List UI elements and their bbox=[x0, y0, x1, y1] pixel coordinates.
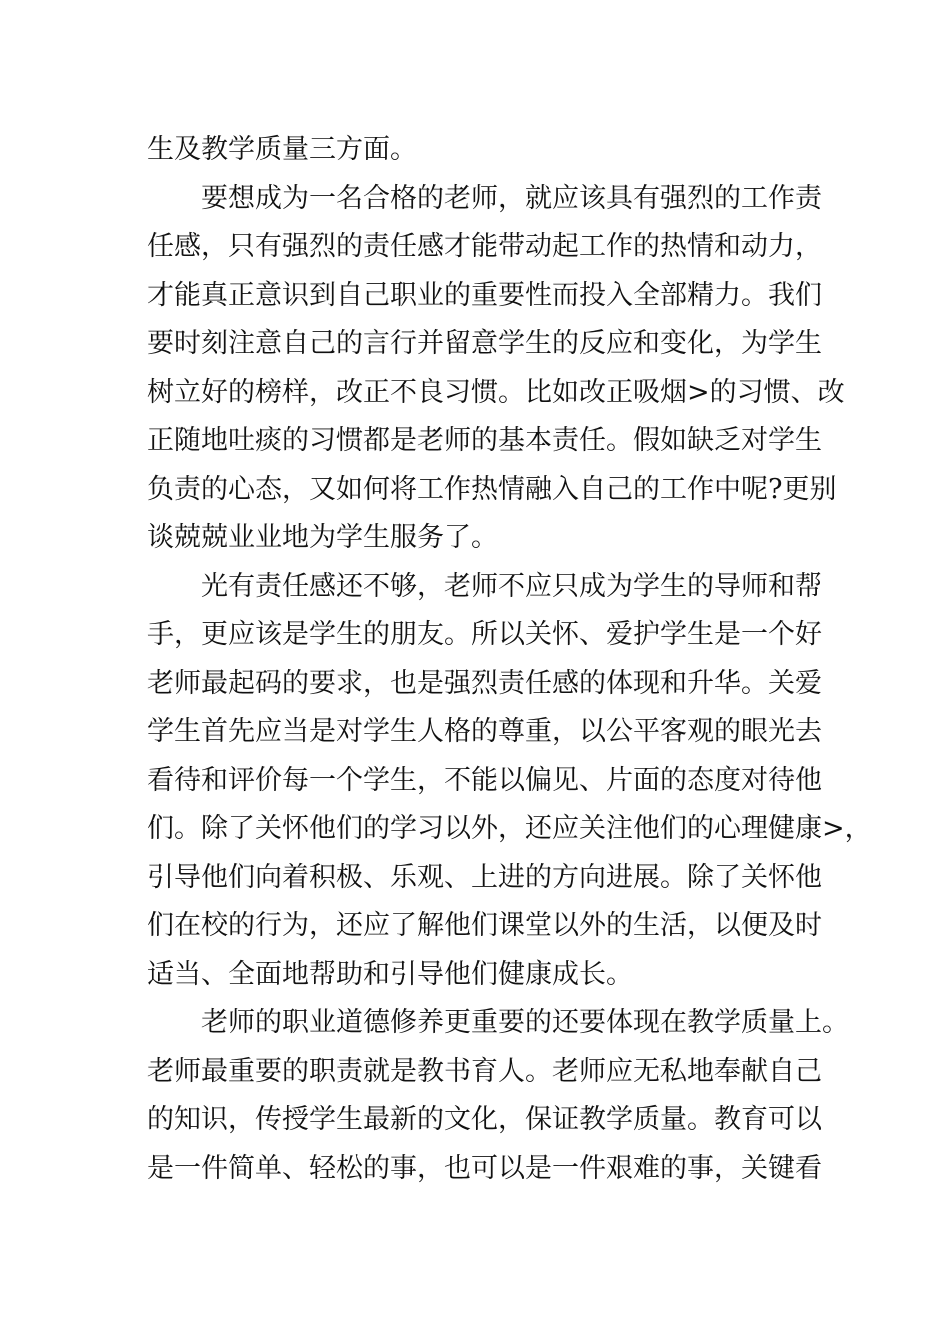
text-line: 正随地吐痰的习惯都是老师的基本责任。假如缺乏对学生 bbox=[147, 425, 822, 456]
text-line: 学生首先应当是对学生人格的尊重，以公平客观的眼光去 bbox=[147, 716, 822, 747]
text-line: 要想成为一名合格的老师，就应该具有强烈的工作责 bbox=[201, 182, 822, 214]
text-line: 谈兢兢业业地为学生服务了。 bbox=[147, 522, 498, 553]
text-line: 光有责任感还不够，老师不应只成为学生的导师和帮 bbox=[201, 570, 822, 602]
text-line: 是一件简单、轻松的事，也可以是一件艰难的事，关键看 bbox=[147, 1152, 822, 1184]
text-line: 看待和评价每一个学生，不能以偏见、片面的态度对待他 bbox=[147, 764, 822, 796]
text-line: 的知识，传授学生最新的文化，保证教学质量。教育可以 bbox=[147, 1104, 822, 1135]
text-line: 引导他们向着积极、乐观、上进的方向进展。除了关怀他 bbox=[147, 861, 822, 893]
text-line: 负责的心态，又如何将工作热情融入自己的工作中呢?更别 bbox=[147, 473, 837, 505]
text-line: 老师最起码的要求，也是强烈责任感的体现和升华。关爱 bbox=[147, 667, 822, 699]
text-line: 们在校的行为，还应了解他们课堂以外的生活，以便及时 bbox=[147, 910, 822, 941]
text-line: 任感，只有强烈的责任感才能带动起工作的热情和动力， bbox=[147, 231, 822, 262]
text-line: 老师的职业道德修养更重要的还要体现在教学质量上。 bbox=[201, 1007, 849, 1038]
text-line: 手，更应该是学生的朋友。所以关怀、爱护学生是一个好 bbox=[147, 619, 822, 650]
body-text bbox=[147, 126, 872, 1193]
text-line: 才能真正意识到自己职业的重要性而投入全部精力。我们 bbox=[147, 279, 822, 311]
text-line: 要时刻注意自己的言行并留意学生的反应和变化，为学生 bbox=[147, 328, 822, 359]
text-line: 适当、全面地帮助和引导他们健康成长。 bbox=[147, 958, 633, 990]
text-line: 们。除了关怀他们的学习以外，还应关注他们的心理健康>， bbox=[147, 813, 872, 844]
text-line: 生及教学质量三方面。 bbox=[147, 134, 417, 165]
text-line: 树立好的榜样，改正不良习惯。比如改正吸烟>的习惯、改 bbox=[147, 376, 845, 408]
text-line: 老师最重要的职责就是教书育人。老师应无私地奉献自己 bbox=[147, 1055, 822, 1087]
